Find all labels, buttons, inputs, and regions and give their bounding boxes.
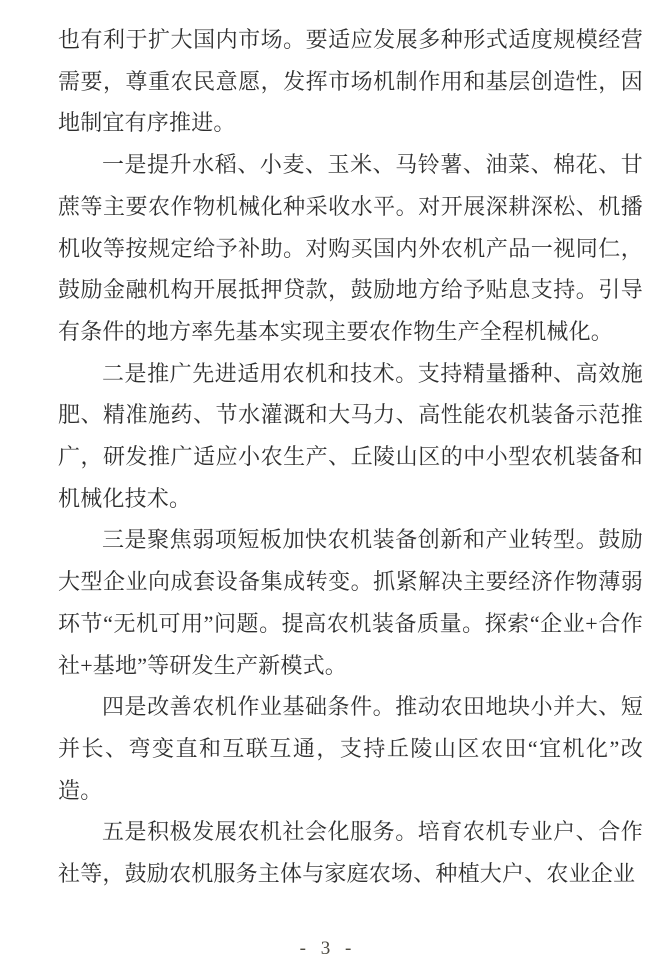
paragraph-item-1: 一是提升水稻、小麦、玉米、马铃薯、油菜、棉花、甘蔗等主要农作物机械化种采收水平。对开展深耕深松、机播机收等按规定给予补助。对购买国内外农机产品一视同仁，鼓励金融机构开展抵押贷款，鼓励地方给予贴息支持。引导有条件的地方率先基本实现主要农作物生产全程机械化。 bbox=[58, 152, 643, 344]
document-text-block bbox=[58, 19, 643, 895]
paragraph-item-3: 三是聚焦弱项短板加快农机装备创新和产业转型。鼓励大型企业向成套设备集成转变。抓紧解决主要经济作物薄弱环节“无机可用”问题。提高农机装备质量。探索“企业+合作社+基地”等研发生产新模式。 bbox=[58, 527, 643, 678]
paragraph-continuation: 也有利于扩大国内市场。要适应发展多种形式适度规模经营需要，尊重农民意愿，发挥市场机制作用和基层创造性，因地制宜有序推进。 bbox=[58, 27, 643, 136]
paragraph-item-4: 四是改善农机作业基础条件。推动农田地块小并大、短并长、弯变直和互联互通，支持丘陵山区农田“宜机化”改造。 bbox=[58, 694, 643, 803]
page-number: - 3 - bbox=[299, 938, 357, 959]
paragraph-item-2: 二是推广先进适用农机和技术。支持精量播种、高效施肥、精准施药、节水灌溉和大马力、高性能农机装备示范推广，研发推广适应小农生产、丘陵山区的中小型农机装备和机械化技术。 bbox=[58, 360, 643, 511]
paragraph-item-5: 五是积极发展农机社会化服务。培育农机专业户、合作社等，鼓励农机服务主体与家庭农场、种植大户、农业企业 bbox=[58, 819, 643, 887]
